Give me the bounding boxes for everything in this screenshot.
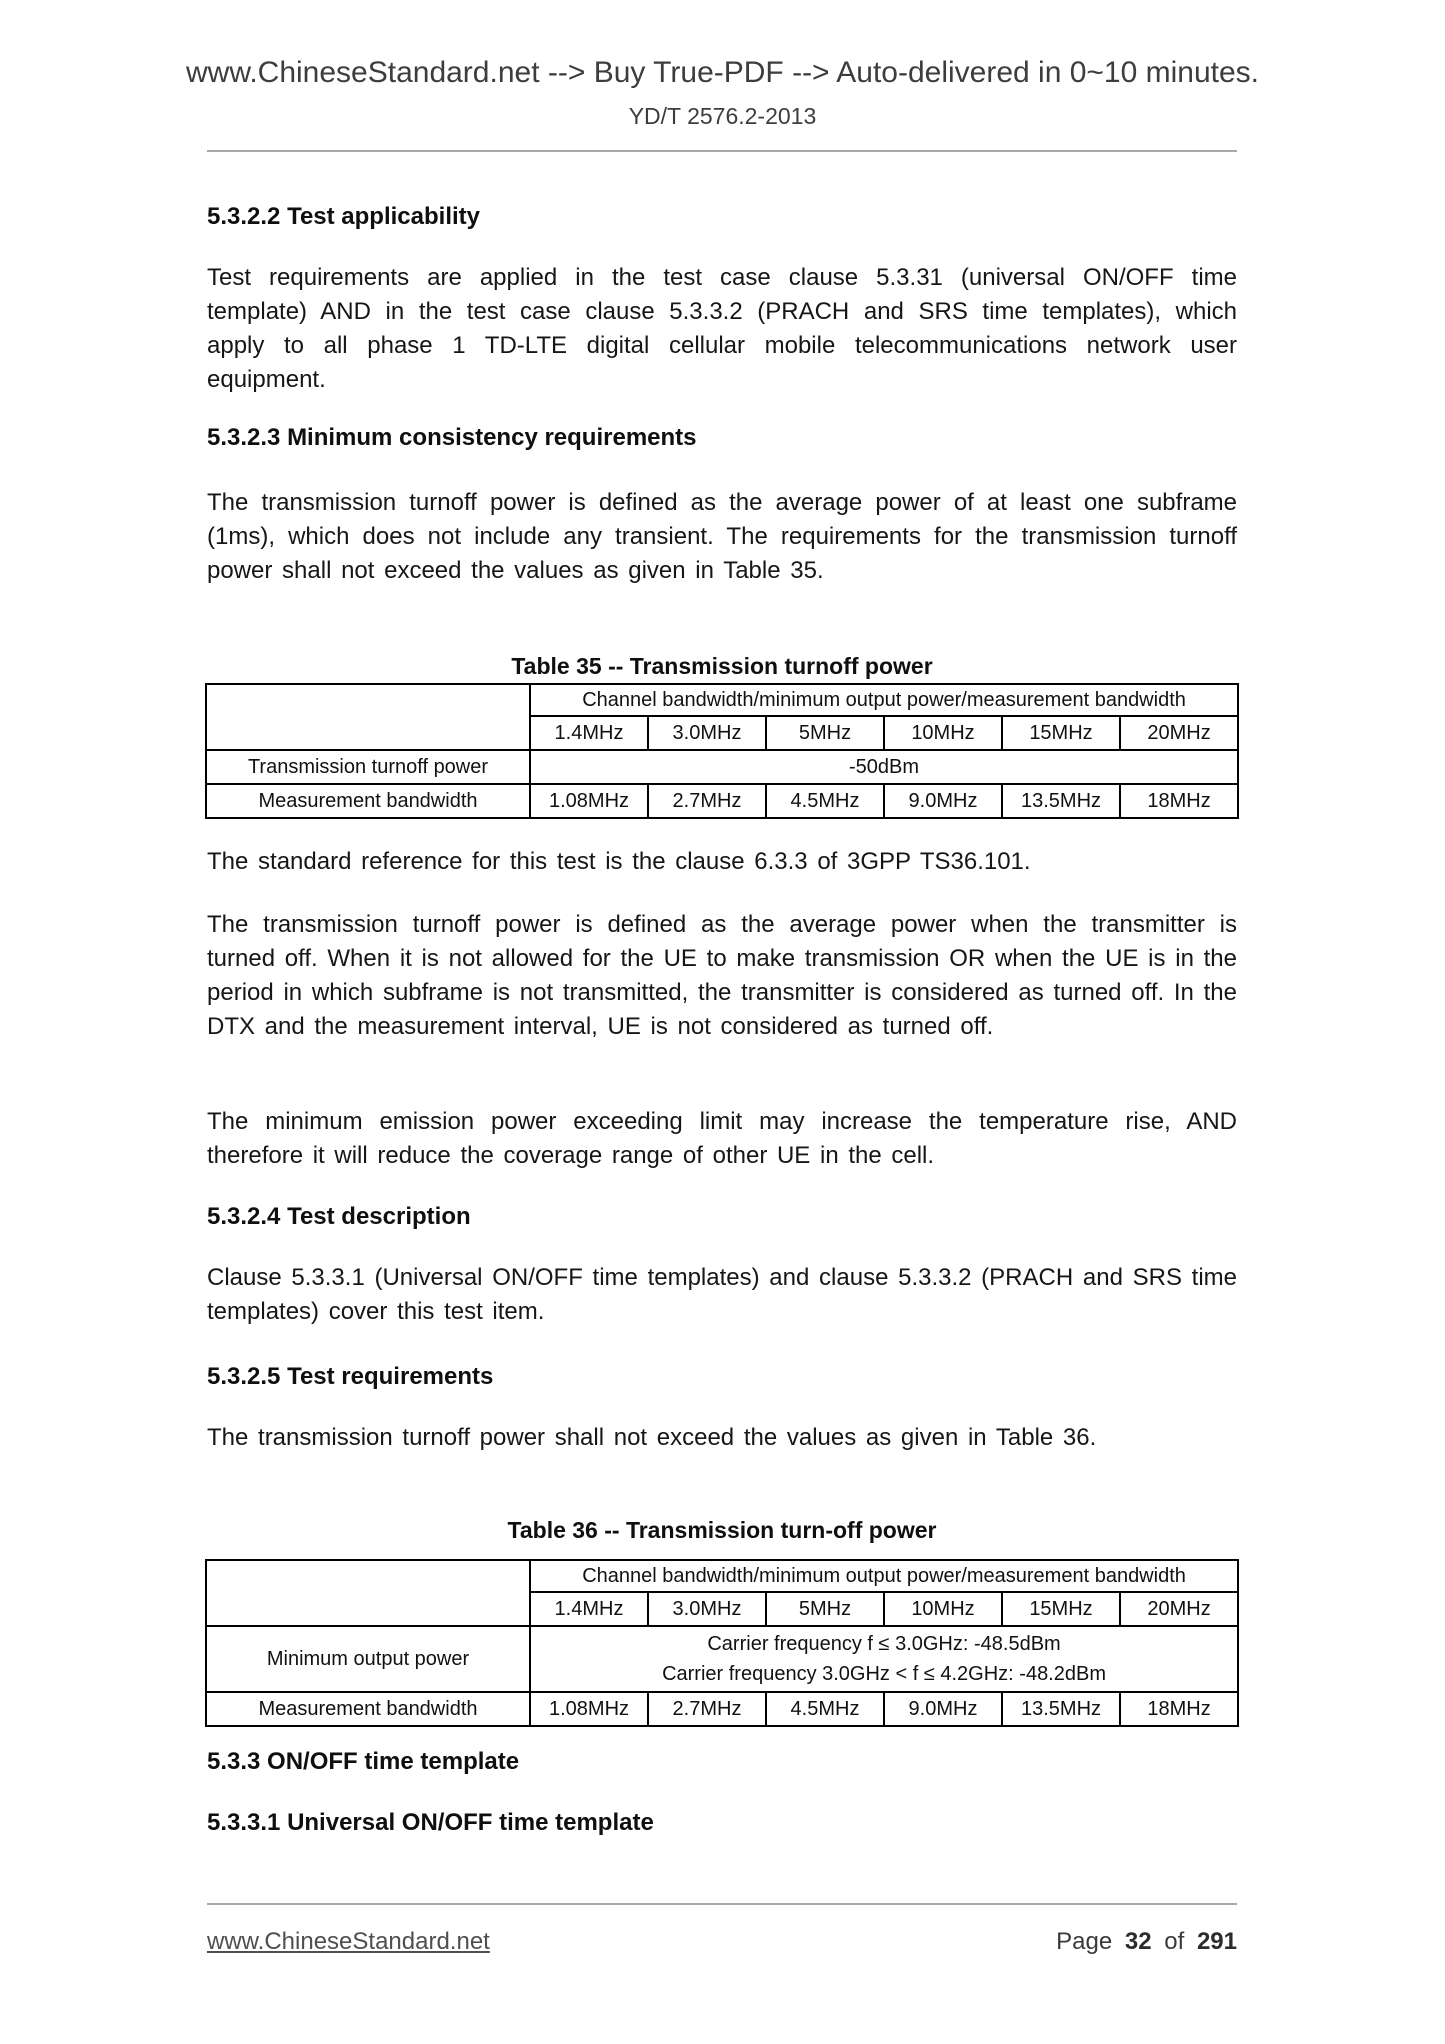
footer-of-label: of — [1164, 1928, 1185, 1955]
table35-bandwidth-cell: 1.4MHz — [530, 716, 648, 750]
heading-5-3-2-2: 5.3.2.2 Test applicability — [207, 203, 480, 230]
footer-page-label: Page — [1056, 1928, 1113, 1955]
table36-title: Table 36 -- Transmission turn-off power — [507, 1517, 937, 1543]
table36-bandwidth-cell: 15MHz — [1002, 1592, 1120, 1626]
footer-rule — [207, 1903, 1237, 1905]
table35-bandwidth-cell: 10MHz — [884, 716, 1002, 750]
table35-measurement-cell: 2.7MHz — [648, 784, 766, 818]
table35-row-label: Transmission turnoff power — [206, 750, 530, 784]
table35-measurement-cell: 13.5MHz — [1002, 784, 1120, 818]
footer-page-number: 32 — [1124, 1928, 1152, 1955]
table35-measurement-cell: 4.5MHz — [766, 784, 884, 818]
table36-measurement-cell: 18MHz — [1120, 1692, 1238, 1726]
table36-column-header: Channel bandwidth/minimum output power/measurement bandwidth — [530, 1560, 1238, 1592]
table36-measurement-cell: 1.08MHz — [530, 1692, 648, 1726]
table36-corner-cell — [206, 1560, 530, 1626]
table36-bandwidth-cell: 3.0MHz — [648, 1592, 766, 1626]
table36-carrier-low: Carrier frequency f ≤ 3.0GHz: -48.5dBm — [707, 1633, 1061, 1655]
table36-bandwidth-cell: 1.4MHz — [530, 1592, 648, 1626]
paragraph-turnoff-explanation: The transmission turnoff power is defined as the average power when the transmitter is turned off. When it is not allowed for the UE to make transmission OR when the UE is in the period in which subframe is not transmitted, the transmitter is considered as turned off. In the DTX and the measurement interval, UE is not considered as turned off. — [207, 911, 1237, 1040]
paragraph-test-applicability: Test requirements are applied in the test case clause 5.3.31 (universal ON/OFF time template) AND in the test case clause 5.3.3.2 (PRACH and SRS time templates), which apply to all phase 1 TD-LTE digital cellular mobile telecommunications network user equipment. — [207, 264, 1237, 393]
heading-5-3-2-5: 5.3.2.5 Test requirements — [207, 1363, 494, 1390]
heading-5-3-2-4: 5.3.2.4 Test description — [207, 1203, 471, 1230]
table35-bandwidth-cell: 15MHz — [1002, 716, 1120, 750]
table35-bandwidth-cell: 3.0MHz — [648, 716, 766, 750]
footer-total-pages: 291 — [1196, 1928, 1237, 1955]
table36-measurement-cell: 2.7MHz — [648, 1692, 766, 1726]
table35 — [205, 683, 1239, 819]
footer-page-info — [207, 1928, 1237, 1956]
heading-5-3-3: 5.3.3 ON/OFF time template — [207, 1748, 520, 1775]
table35-turnoff-value: -50dBm — [530, 750, 1238, 784]
header-rule — [207, 150, 1237, 152]
table36-row-label: Minimum output power — [206, 1626, 530, 1692]
table35-bandwidth-cell: 20MHz — [1120, 716, 1238, 750]
table36-measurement-cell: 4.5MHz — [766, 1692, 884, 1726]
table36-measurement-cell: 13.5MHz — [1002, 1692, 1120, 1726]
table35-measurement-cell: 1.08MHz — [530, 784, 648, 818]
header-doc-number: YD/T 2576.2-2013 — [628, 103, 817, 129]
table35-measurement-cell: 9.0MHz — [884, 784, 1002, 818]
table36-measurement-cell: 9.0MHz — [884, 1692, 1002, 1726]
paragraph-standard-reference: The standard reference for this test is the clause 6.3.3 of 3GPP TS36.101. — [207, 848, 1031, 875]
table36-minimum-output-values — [530, 1626, 1238, 1692]
paragraph-minimum-emission: The minimum emission power exceeding limit may increase the temperature rise, AND therefore it will reduce the coverage range of other UE in the cell. — [207, 1108, 1237, 1169]
header-tagline: www.ChineseStandard.net --> Buy True-PDF --> Auto-delivered in 0~10 minutes. — [185, 56, 1260, 89]
heading-5-3-2-3: 5.3.2.3 Minimum consistency requirements — [207, 424, 697, 451]
table35-bandwidth-cell: 5MHz — [766, 716, 884, 750]
footer-site-link[interactable]: www.ChineseStandard.net — [207, 1928, 490, 1955]
table35-corner-cell — [206, 684, 530, 750]
paragraph-turnoff-definition: The transmission turnoff power is defined as the average power of at least one subframe (1ms), which does not include any transient. The requirements for the transmission turnoff power shall not exceed the values as given in Table 35. — [207, 489, 1237, 584]
table36-bandwidth-cell: 5MHz — [766, 1592, 884, 1626]
table36-row-label: Measurement bandwidth — [206, 1692, 530, 1726]
table36-bandwidth-cell: 20MHz — [1120, 1592, 1238, 1626]
table36-carrier-high: Carrier frequency 3.0GHz < f ≤ 4.2GHz: -48.2dBm — [662, 1663, 1106, 1685]
table36-bandwidth-cell: 10MHz — [884, 1592, 1002, 1626]
table35-title: Table 35 -- Transmission turnoff power — [511, 653, 933, 679]
heading-5-3-3-1: 5.3.3.1 Universal ON/OFF time template — [207, 1809, 654, 1836]
table36 — [205, 1559, 1239, 1727]
table35-row-label: Measurement bandwidth — [206, 784, 530, 818]
paragraph-test-requirements: The transmission turnoff power shall not exceed the values as given in Table 36. — [207, 1424, 1097, 1451]
table35-column-header: Channel bandwidth/minimum output power/measurement bandwidth — [530, 684, 1238, 716]
paragraph-test-description: Clause 5.3.3.1 (Universal ON/OFF time templates) and clause 5.3.3.2 (PRACH and SRS time templates) cover this test item. — [207, 1264, 1237, 1325]
table35-measurement-cell: 18MHz — [1120, 784, 1238, 818]
